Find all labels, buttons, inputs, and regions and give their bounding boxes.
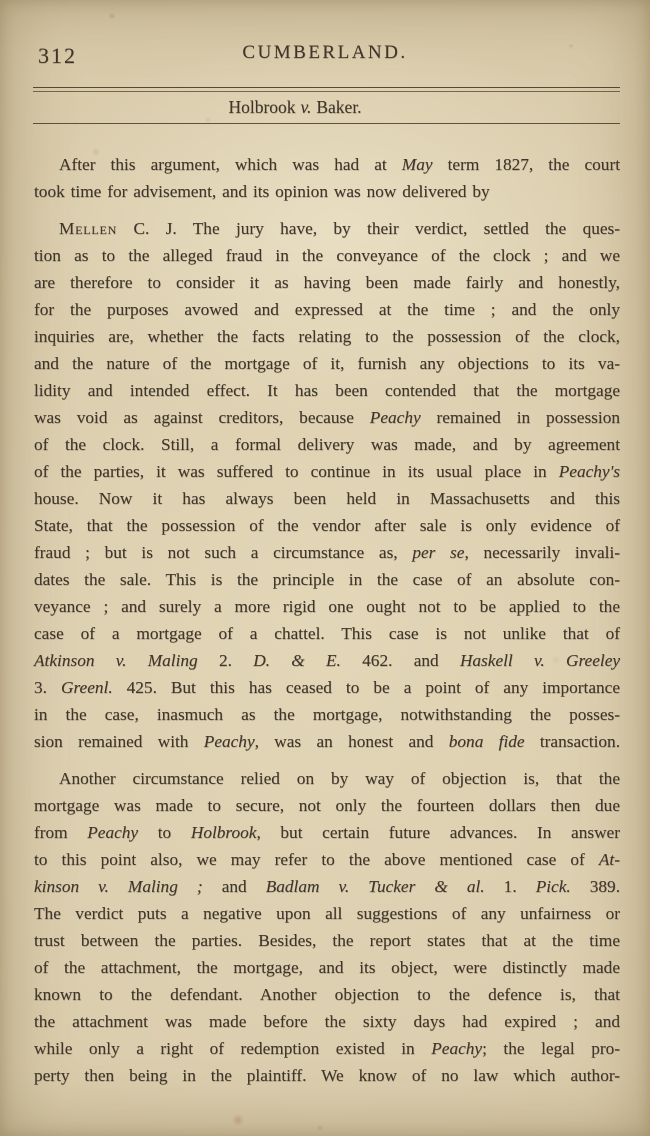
text-line	[34, 1062, 620, 1089]
text-run: fraud ; but is not such a circumstance as,	[34, 543, 413, 562]
text-line	[34, 873, 620, 900]
text-run: tion as to the alleged fraud in the conveyance of the clock ; and we	[34, 246, 620, 265]
italic-run: Badlam v. Tucker & al.	[265, 877, 485, 896]
header-rule-top	[33, 87, 620, 92]
text-run: known to the defendant. Another objection to the defence is, that	[34, 985, 620, 1004]
italic-run: per se	[412, 543, 465, 562]
text-run: C. J. The jury have, by their verdict, settled the ques-	[117, 219, 620, 238]
page-number: 312	[38, 43, 77, 68]
text-line	[34, 323, 620, 350]
smallcaps-run: Mellen	[59, 219, 118, 238]
text-run: dates the sale. This is the principle in the case of an absolute con-	[34, 570, 620, 589]
header-rule-bottom	[33, 123, 620, 124]
text-run: 462. and	[340, 651, 460, 670]
text-line	[34, 215, 620, 242]
case-running-head	[0, 97, 590, 118]
text-line	[34, 1008, 620, 1035]
text-line	[34, 674, 620, 701]
text-run: inquiries are, whether the facts relating to the possession of the clock,	[34, 327, 620, 346]
opinion-text	[34, 151, 620, 1089]
italic-run: May	[401, 155, 433, 174]
text-run: lidity and intended effect. It has been contended that the mortgage	[34, 381, 620, 400]
text-run: 3.	[34, 678, 61, 697]
italic-run: Haskell v. Greeley	[459, 651, 621, 670]
case-plaintiff: Holbrook	[228, 97, 296, 117]
text-line	[34, 1035, 620, 1062]
page-header	[0, 42, 650, 68]
text-run: trust between the parties. Besides, the report states that at the time	[34, 931, 620, 950]
text-run: for the purposes avowed and expressed at the time ; and the only	[34, 300, 620, 319]
text-run: in the case, inasmuch as the mortgage, notwithstanding the posses-	[34, 705, 620, 724]
text-run: while only a right of redemption existed in	[34, 1039, 432, 1058]
text-run: to this point also, we may refer to the above mentioned case of	[34, 850, 599, 869]
text-line	[34, 458, 620, 485]
text-line	[34, 647, 620, 674]
text-line	[34, 539, 620, 566]
text-run: house. Now it has always been held in Massachusetts and this	[34, 489, 620, 508]
text-line	[34, 900, 620, 927]
paragraph	[34, 151, 620, 205]
text-run: term 1827, the court	[432, 155, 621, 174]
text-line	[34, 296, 620, 323]
italic-run: Holbrook	[190, 823, 257, 842]
text-run: took time for advisement, and its opinion was now delivered by	[34, 182, 490, 201]
italic-run: Greenl.	[60, 678, 113, 697]
text-line	[34, 404, 620, 431]
text-line	[34, 792, 620, 819]
text-run: 389.	[570, 877, 621, 896]
text-run: the attachment was made before the sixty days had expired ; and	[34, 1012, 620, 1031]
text-line	[34, 485, 620, 512]
paragraph	[34, 215, 620, 755]
county-header: CUMBERLAND.	[242, 42, 408, 63]
text-line	[34, 512, 620, 539]
text-run: , necessarily invali-	[464, 543, 620, 562]
text-run: mortgage was made to secure, not only the fourteen dollars then due	[34, 796, 620, 815]
text-run: , but certain future advances. In answer	[256, 823, 620, 842]
text-line	[34, 269, 620, 296]
italic-run: kinson v. Maling ;	[34, 877, 203, 896]
text-line	[34, 377, 620, 404]
text-run: sion remained with	[34, 732, 204, 751]
text-line	[34, 431, 620, 458]
text-run: 1.	[484, 877, 536, 896]
text-line	[34, 350, 620, 377]
italic-run: At-	[598, 850, 620, 869]
text-line	[34, 728, 620, 755]
italic-run: Peachy	[87, 823, 139, 842]
text-run: perty then being in the plaintiff. We know of no law which author-	[34, 1066, 620, 1085]
text-line	[34, 593, 620, 620]
text-run: transaction.	[524, 732, 621, 751]
text-line	[34, 954, 620, 981]
case-defendant: Baker.	[316, 97, 362, 117]
text-run: of the attachment, the mortgage, and its object, were distinctly made	[34, 958, 620, 977]
text-line	[34, 819, 620, 846]
text-run: of the clock. Still, a formal delivery was made, and by agreement	[34, 435, 620, 454]
italic-run: Pick.	[535, 877, 571, 896]
text-run: remained in possession	[420, 408, 620, 427]
text-line	[34, 566, 620, 593]
italic-run: Peachy	[203, 732, 255, 751]
text-run: After this argument, which was had at	[59, 155, 402, 174]
text-run: case of a mortgage of a chattel. This case is not unlike that of	[34, 624, 620, 643]
case-versus: v.	[300, 97, 312, 117]
text-line	[34, 242, 620, 269]
text-run: The verdict puts a negative upon all suggestions of any unfairness or	[34, 904, 620, 923]
text-line	[34, 927, 620, 954]
text-run: was void as against creditors, because	[34, 408, 370, 427]
text-line	[34, 765, 620, 792]
text-run: , was an honest and	[254, 732, 449, 751]
italic-run: Peachy's	[558, 462, 620, 481]
italic-run: D. & E.	[253, 651, 341, 670]
text-run: and the nature of the mortgage of it, furnish any objections to its va-	[34, 354, 620, 373]
text-line	[34, 846, 620, 873]
text-line	[34, 981, 620, 1008]
text-run: to	[138, 823, 191, 842]
text-run: 425. But this has ceased to be a point of any importance	[112, 678, 620, 697]
text-line	[34, 620, 620, 647]
paragraph	[34, 765, 620, 1089]
text-run: from	[34, 823, 88, 842]
text-line	[34, 701, 620, 728]
italic-run: bona fide	[448, 732, 525, 751]
italic-run: Atkinson v. Maling	[34, 651, 198, 670]
text-run: and	[202, 877, 266, 896]
text-run: veyance ; and surely a more rigid one ought not to be applied to the	[34, 597, 620, 616]
text-run: of the parties, it was suffered to continue in its usual place in	[34, 462, 559, 481]
text-run: Another circumstance relied on by way of objection is, that the	[59, 769, 620, 788]
text-line	[34, 151, 620, 178]
text-line	[34, 178, 620, 205]
italic-run: Peachy	[431, 1039, 483, 1058]
text-run: 2.	[197, 651, 254, 670]
italic-run: Peachy	[369, 408, 421, 427]
text-run: ; the legal pro-	[482, 1039, 620, 1058]
text-run: State, that the possession of the vendor after sale is only evidence of	[34, 516, 620, 535]
text-run: are therefore to consider it as having been made fairly and honestly,	[34, 273, 620, 292]
